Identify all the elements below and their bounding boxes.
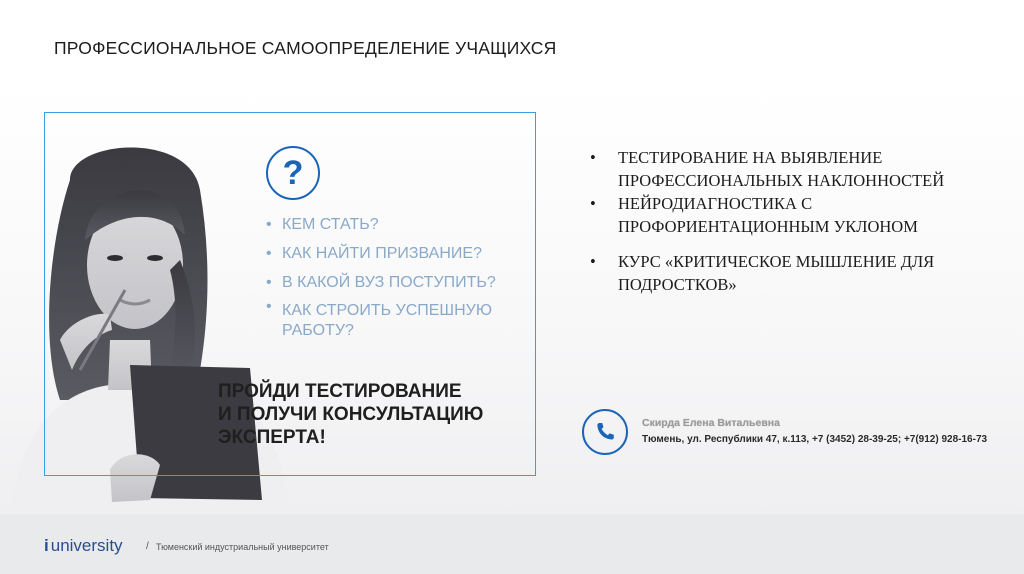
contact-address: Тюмень, ул. Республики 47, к.113, +7 (3452) 28-39-25; +7(912) 928-16-73 bbox=[642, 434, 988, 445]
footer-separator: / bbox=[146, 541, 149, 552]
cta-line: ПРОЙДИ ТЕСТИРОВАНИЕ bbox=[218, 381, 462, 402]
footer-organization: Тюменский индустриальный университет bbox=[156, 542, 329, 552]
service-item: • ТЕСТИРОВАНИЕ НА ВЫЯВЛЕНИЕ ПРОФЕССИОНАЛЬНЫХ НАКЛОННОСТЕЙ bbox=[590, 146, 948, 192]
cta-line: ЭКСПЕРТА! bbox=[218, 427, 326, 448]
footer-band bbox=[0, 514, 1024, 574]
question-list bbox=[266, 210, 522, 341]
phone-icon bbox=[582, 409, 628, 455]
question-item: • КЕМ СТАТЬ? bbox=[266, 210, 522, 239]
services-list bbox=[590, 146, 948, 296]
question-item: • В КАКОЙ ВУЗ ПОСТУПИТЬ? bbox=[266, 268, 522, 297]
service-item: • НЕЙРОДИАГНОСТИКА С ПРОФОРИЕНТАЦИОННЫМ УКЛОНОМ bbox=[590, 192, 948, 238]
call-to-action bbox=[218, 380, 483, 449]
university-logo bbox=[44, 536, 123, 556]
logo-i-icon: i bbox=[44, 536, 49, 555]
question-icon: ? bbox=[266, 146, 320, 200]
question-item: • КАК НАЙТИ ПРИЗВАНИЕ? bbox=[266, 239, 522, 268]
question-item: • КАК СТРОИТЬ УСПЕШНУЮ РАБОТУ? bbox=[266, 297, 522, 341]
service-item: • КУРС «КРИТИЧЕСКОЕ МЫШЛЕНИЕ ДЛЯ ПОДРОСТКОВ» bbox=[590, 250, 948, 296]
contact-name: Скирда Елена Витальевна bbox=[642, 417, 780, 429]
cta-line: И ПОЛУЧИ КОНСУЛЬТАЦИЮ bbox=[218, 404, 484, 425]
logo-text: university bbox=[50, 536, 123, 555]
slide-title: ПРОФЕССИОНАЛЬНОЕ САМООПРЕДЕЛЕНИЕ УЧАЩИХСЯ bbox=[54, 38, 557, 58]
